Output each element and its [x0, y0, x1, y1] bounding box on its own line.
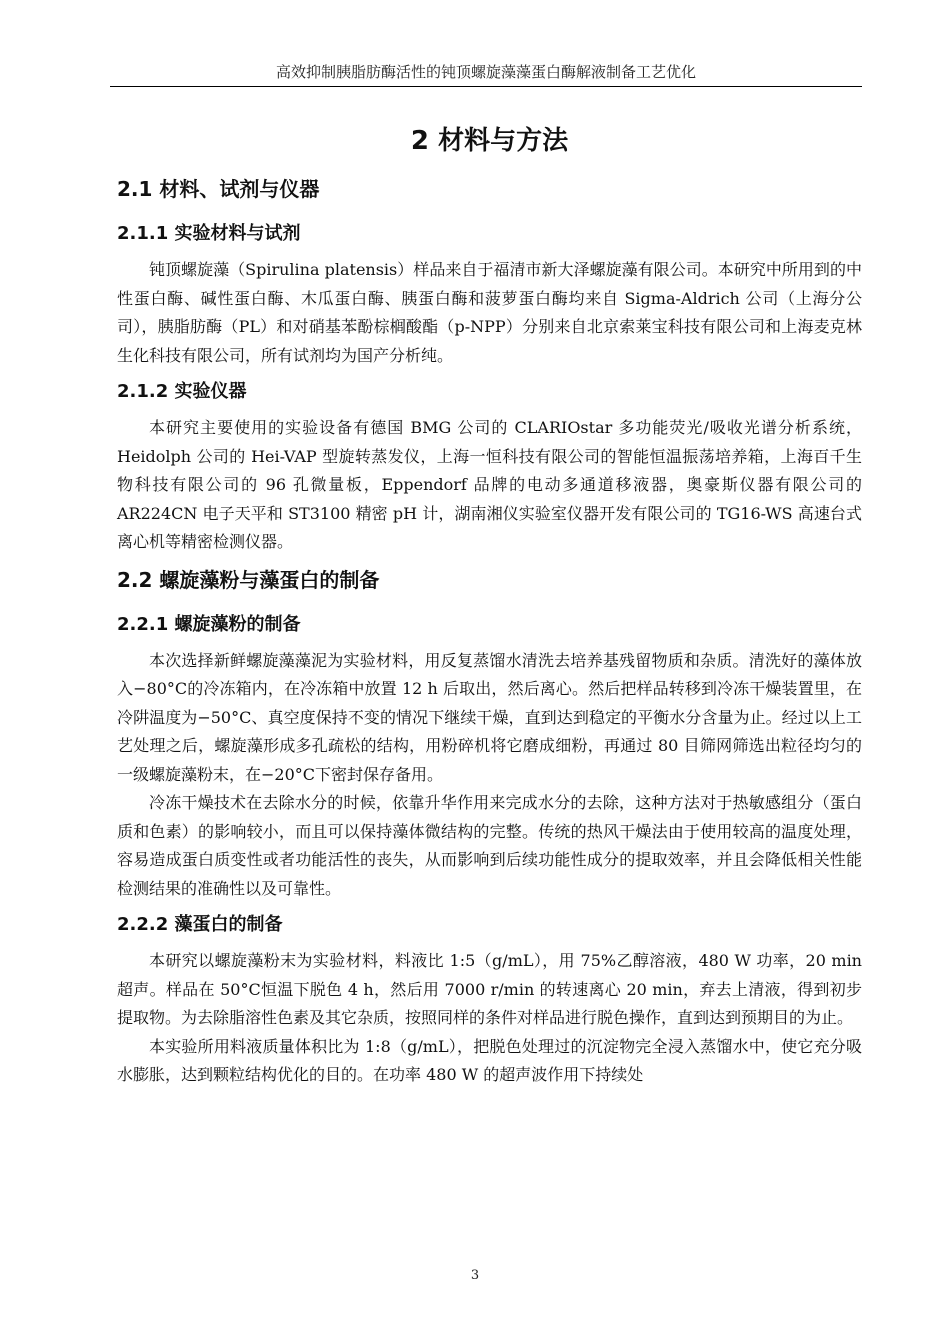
- paragraph-protein-decolor: 本研究以螺旋藻粉末为实验材料，料液比 1:5（g/mL），用 75%乙醇溶液，480 W 功率，20 min 超声。样品在 50°C恒温下脱色 4 h，然后用 7000 r/min 的转速离心 20 min，弃去上清液，得到初步提取物。为去除脂溶性色素及其它杂质，按照同样的条件对样品进行脱色操作，直到达到预期目的为止。: [117, 951, 862, 1027]
- paragraph-instruments: 本研究主要使用的实验设备有德国 BMG 公司的 CLARIOstar 多功能荧光/吸收光谱分析系统，Heidolph 公司的 Hei-VAP 型旋转蒸发仪，上海一恒科技有限公司的智能恒温振荡培养箱，上海百千生物科技有限公司的 96 孔微量板，Eppendorf 品牌的电动多通道移液器，奥豪斯仪器有限公司的 AR224CN 电子天平和 ST3100 精密 pH 计，湖南湘仪实验室仪器开发有限公司的 TG16-WS 高速台式离心机等精密检测仪器。: [117, 418, 862, 551]
- subsection-title-2-1-2: 2.1.2 实验仪器: [117, 381, 247, 402]
- subsection-title-2-2-1: 2.2.1 螺旋藻粉的制备: [117, 613, 301, 635]
- paragraph-materials: 钝顶螺旋藻（Spirulina platensis）样品来自于福清市新大泽螺旋藻有限公司。本研究中所用到的中性蛋白酶、碱性蛋白酶、木瓜蛋白酶、胰蛋白酶和菠萝蛋白酶均来自 Sigma-Aldrich 公司（上海分公司），胰脂肪酶（PL）和对硝基苯酚棕榈酸酯（p-NPP）分别来自北京索莱宝科技有限公司和上海麦克林生化科技有限公司，所有试剂均为国产分析纯。: [117, 260, 862, 365]
- page-content: [117, 116, 862, 1090]
- paragraph-freeze-drying: 冷冻干燥技术在去除水分的时候，依靠升华作用来完成水分的去除，这种方法对于热敏感组分（蛋白质和色素）的影响较小，而且可以保持藻体微结构的完整。传统的热风干燥法由于使用较高的温度处理，容易造成蛋白质变性或者功能活性的丧失，从而影响到后续功能性成分的提取效率，并且会降低相关性能检测结果的准确性以及可靠性。: [117, 793, 862, 898]
- subsection-title-2-1-1: 2.1.1 实验材料与试剂: [117, 223, 301, 244]
- header-rule: [110, 86, 862, 87]
- chapter-title: 2 材料与方法: [410, 126, 569, 156]
- paragraph-powder-prep: 本次选择新鲜螺旋藻藻泥为实验材料，用反复蒸馏水清洗去培养基残留物质和杂质。清洗好的藻体放入−80°C的冷冻箱内，在冷冻箱中放置 12 h 后取出，然后离心。然后把样品转移到冷冻干燥装置里，在冷阱温度为−50°C、真空度保持不变的情况下继续干燥，直到达到稳定的平衡水分含量为止。经过以上工艺处理之后，螺旋藻形成多孔疏松的结构，用粉碎机将它磨成细粉，再通过 80 目筛网筛选出粒径均匀的一级螺旋藻粉末，在−20°C下密封保存备用。: [117, 650, 862, 784]
- subsection-title-2-2-2: 2.2.2 藻蛋白的制备: [117, 914, 283, 935]
- section-title-2-1: 2.1 材料、试剂与仪器: [117, 177, 320, 201]
- section-title-2-2: 2.2 螺旋藻粉与藻蛋白的制备: [117, 567, 380, 592]
- paragraph-protein-swelling: 本实验所用料液质量体积比为 1:8（g/mL），把脱色处理过的沉淀物完全浸入蒸馏水中，使它充分吸水膨胀，达到颗粒结构优化的目的。在功率 480 W 的超声波作用下持续处: [117, 1036, 862, 1084]
- running-header: 高效抑制胰脂肪酶活性的钝顶螺旋藻藻蛋白酶解液制备工艺优化: [275, 63, 696, 81]
- page-number: 3: [470, 1268, 480, 1283]
